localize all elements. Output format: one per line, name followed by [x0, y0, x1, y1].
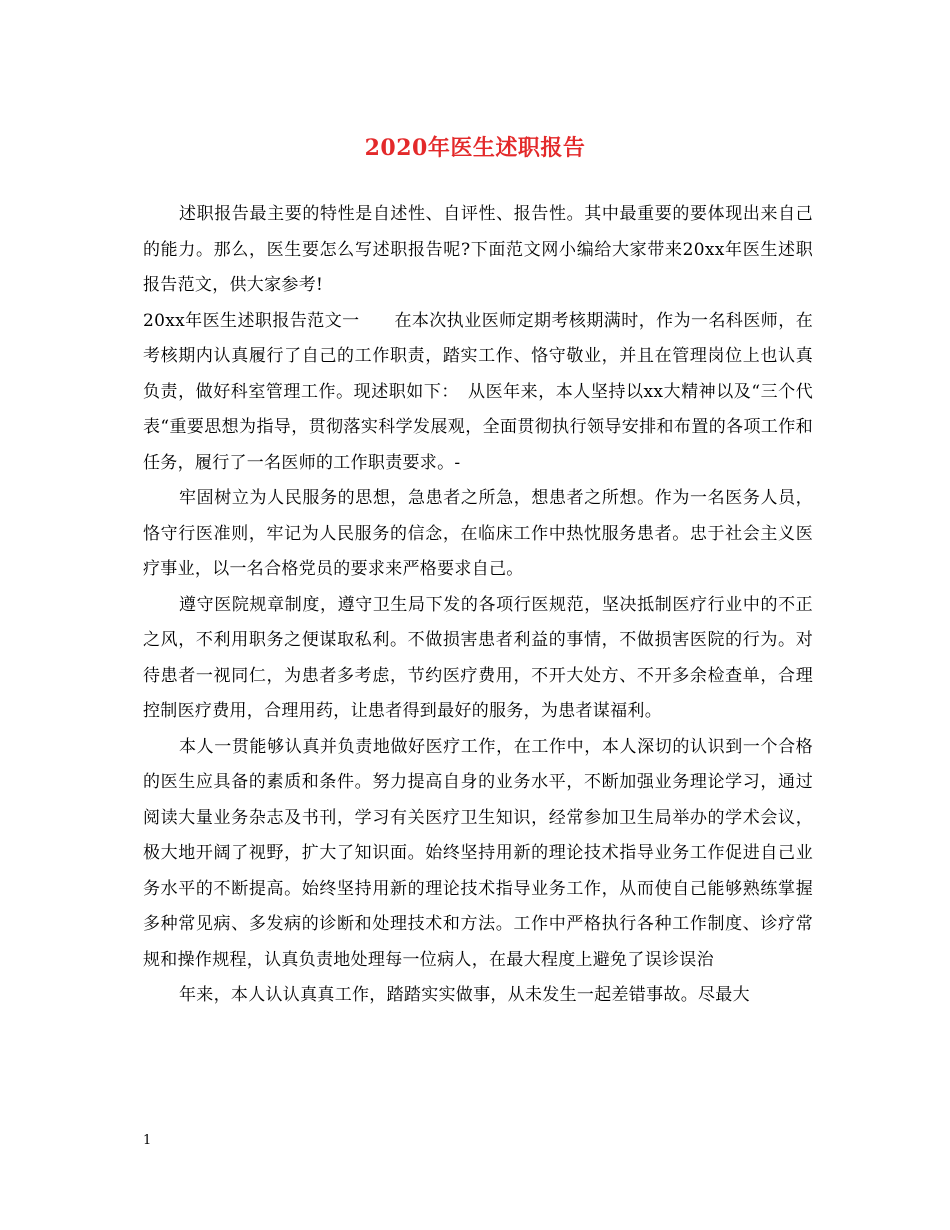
paragraph-service: 牢固树立为人民服务的思想，急患者之所急，想患者之所想。作为一名医务人员，恪守行医准则，牢记为人民服务的信念，在临床工作中热忱服务患者。忠于社会主义医疗事业，以一名合格党员的要求来严格要求自己。 [143, 488, 813, 579]
paragraph-work: 本人一贯能够认真并负责地做好医疗工作，在工作中，本人深切的认识到一个合格的医生应具备的素质和条件。努力提高自身的业务水平，不断加强业务理论学习，通过阅读大量业务杂志及书刊，学习有关医疗卫生知识，经常参加卫生局举办的学术会议，极大地开阔了视野，扩大了知识面。始终坚持用新的理论技术指导业务工作促进自己业务水平的不断提高。始终坚持用新的理论技术指导业务工作，从而使自己能够熟练掌握多种常见病、多发病的诊断和处理技术和方法。工作中严格执行各种工作制度、诊疗常规和操作规程，认真负责地处理每一位病人，在最大程度上避免了误诊误治 [143, 736, 813, 970]
paragraph-conclusion: 年来，本人认认真真工作，踏踏实实做事，从未发生一起差错事故。尽最大 [179, 985, 750, 1005]
document-title: 2020年医生述职报告 [364, 135, 586, 161]
paragraph-rules: 遵守医院规章制度，遵守卫生局下发的各项行医规范，坚决抵制医疗行业中的不正之风，不利用职务之便谋取私利。不做损害患者利益的事情，不做损害医院的行为。对待患者一视同仁，为患者多考虑，节约医疗费用，不开大处方、不开多余检查单，合理控制医疗费用，合理用药，让患者得到最好的服务，为患者谋福利。 [143, 594, 813, 721]
page-number: 1 [143, 1133, 152, 1148]
document-body [143, 197, 813, 1014]
paragraph-sample-one: 20xx年医生述职报告范文一 在本次执业医师定期考核期满时，作为一名科医师，在考核期内认真履行了自己的工作职责，踏实工作、恪守敬业，并且在管理岗位上也认真负责，做好科室管理工作。现述职如下： 从医年来，本人坚持以xx大精神以及“三个代表“重要思想为指导，贯彻落实科学发展观，全面贯彻执行领导安排和布置的各项工作和任务，履行了一名医师的工作职责要求。- [143, 310, 813, 473]
paragraph-intro: 述职报告最主要的特性是自述性、自评性、报告性。其中最重要的要体现出来自己的能力。那么，医生要怎么写述职报告呢?下面范文网小编给大家带来20xx年医生述职报告范文，供大家参考! [143, 204, 813, 295]
